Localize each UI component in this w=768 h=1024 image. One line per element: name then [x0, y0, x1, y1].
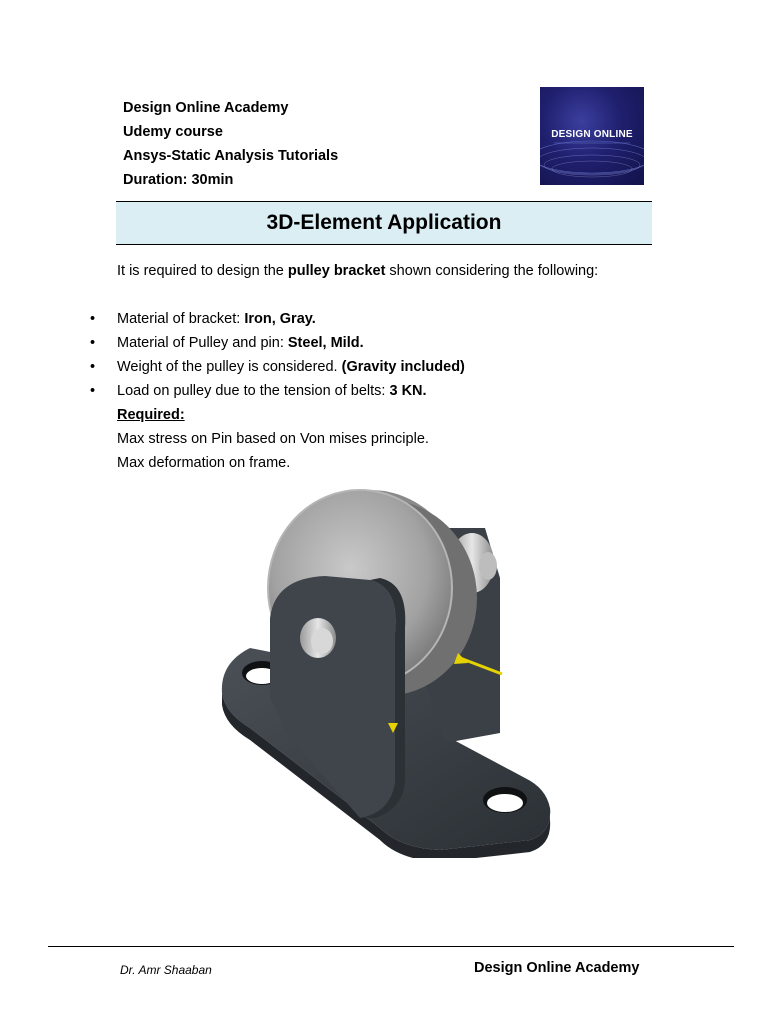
list-item-text: Load on pulley due to the tension of belts:	[117, 383, 390, 399]
bullet-icon: •	[90, 359, 96, 375]
list-item	[90, 379, 650, 403]
bullet-icon: •	[90, 311, 96, 327]
list-item-text: Material of bracket:	[117, 311, 245, 327]
required-section	[117, 403, 429, 475]
title-banner	[116, 201, 652, 245]
list-item-bold: (Gravity included)	[341, 359, 465, 375]
design-online-logo	[540, 87, 644, 185]
header-line-duration: Duration: 30min	[123, 172, 234, 188]
intro-pre: It is required to design the	[117, 263, 288, 279]
logo-text: DESIGN ONLINE	[551, 129, 633, 140]
list-item	[90, 355, 650, 379]
pulley-bracket-3d-model-icon	[210, 488, 560, 858]
required-item-stress: Max stress on Pin based on Von mises principle.	[117, 431, 429, 447]
footer-divider	[48, 946, 734, 947]
footer-organization: Design Online Academy	[474, 960, 640, 976]
required-item-deformation: Max deformation on frame.	[117, 455, 291, 471]
intro-post: shown considering the following:	[385, 263, 599, 279]
requirements-list	[90, 307, 650, 403]
list-item	[90, 307, 650, 331]
list-item-text: Weight of the pulley is considered.	[117, 359, 342, 375]
header-block	[123, 96, 338, 192]
bullet-icon: •	[90, 383, 96, 399]
header-line-academy: Design Online Academy	[123, 100, 289, 116]
header-line-course: Udemy course	[123, 124, 223, 140]
list-item-bold: Iron, Gray.	[244, 311, 316, 327]
page-title: 3D-Element Application	[266, 211, 502, 234]
pulley-bracket-figure	[210, 488, 560, 858]
list-item-bold: 3 KN.	[389, 383, 427, 399]
list-item	[90, 331, 650, 355]
list-item-text: Material of Pulley and pin:	[117, 335, 288, 351]
intro-paragraph	[117, 259, 652, 283]
intro-bold: pulley bracket	[287, 263, 386, 279]
footer-author: Dr. Amr Shaaban	[120, 963, 212, 977]
header-line-tutorial: Ansys-Static Analysis Tutorials	[123, 148, 339, 164]
bullet-icon: •	[90, 335, 96, 351]
list-item-bold: Steel, Mild.	[287, 335, 364, 351]
required-label: Required:	[117, 407, 185, 423]
